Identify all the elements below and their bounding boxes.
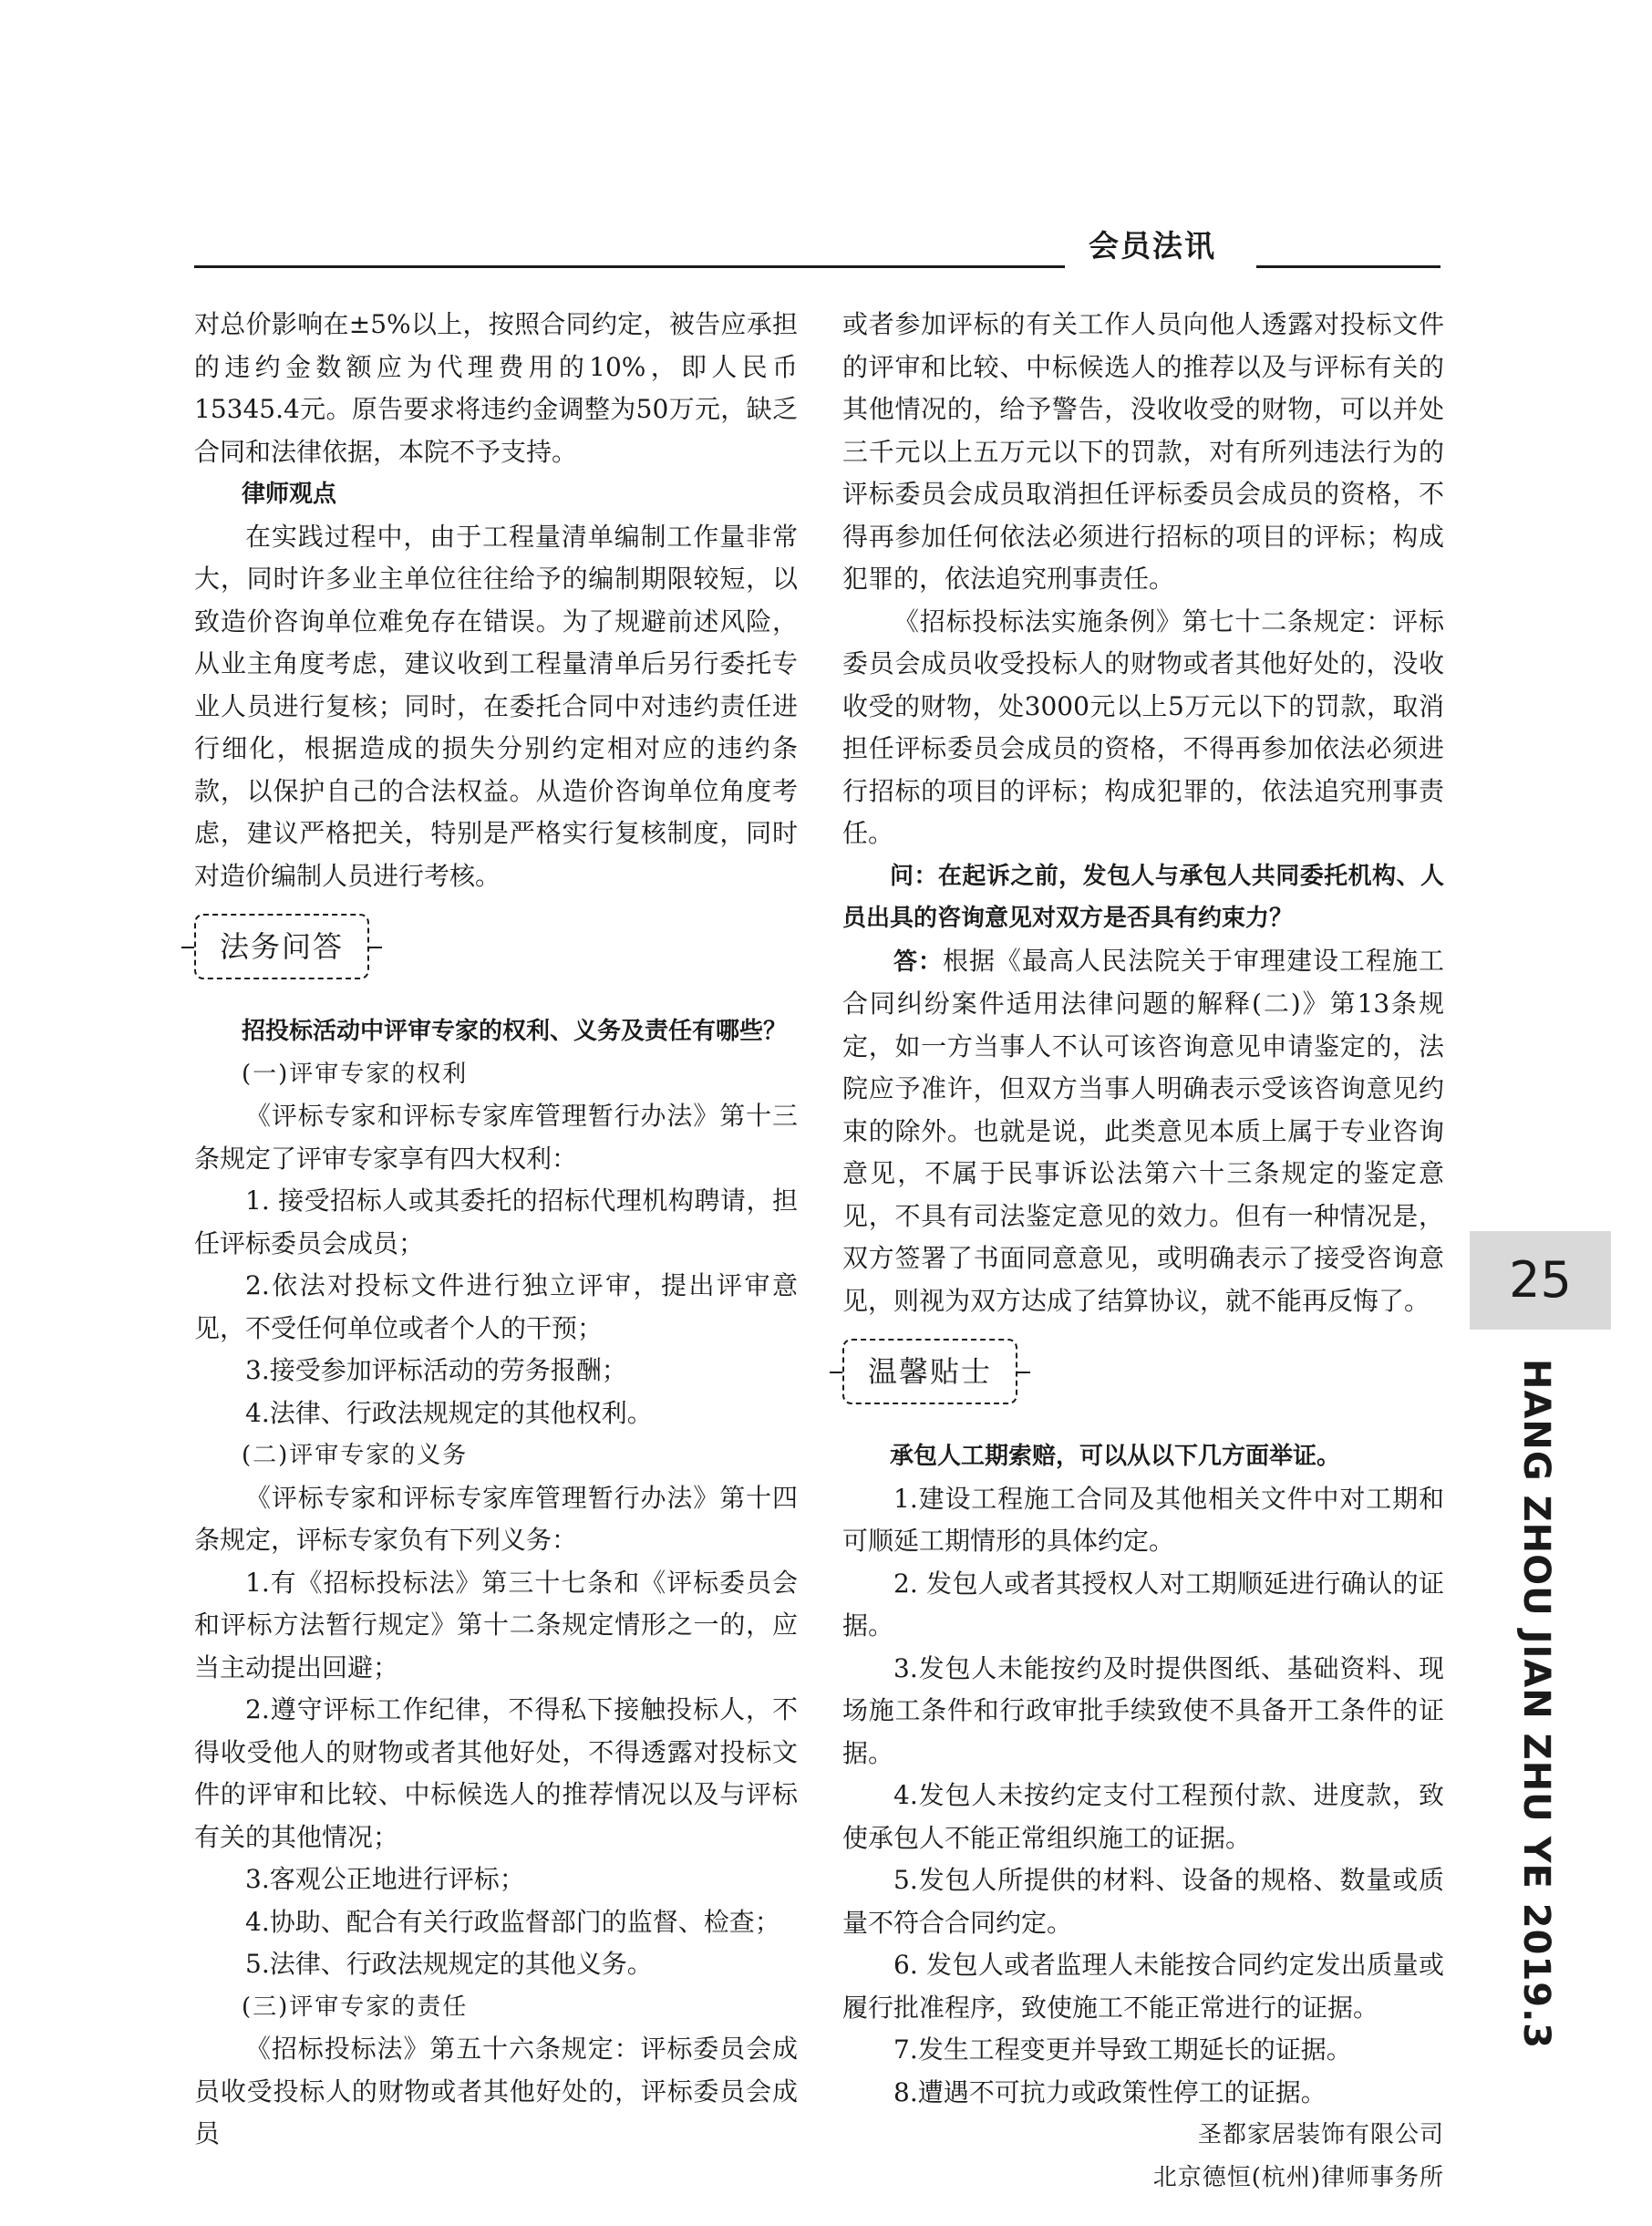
list-item: 3.客观公正地进行评标； <box>245 1864 525 1894</box>
list-item: 5.法律、行政法规规定的其他义务。 <box>245 1949 653 1979</box>
left-column <box>194 304 798 2156</box>
list-item: 2.依法对投标文件进行独立评审，提出评审意见，不受任何单位或者个人的干预； <box>194 1270 798 1343</box>
list-item: 2. 发包人或者其授权人对工期顺延进行确认的证据。 <box>842 1568 1444 1641</box>
list-item: 3.发包人未能按约及时提供图纸、基础资料、现场施工条件和行政审批手续致使不具备开工条件的证据。 <box>842 1652 1444 1768</box>
list-item: 4.法律、行政法规规定的其他权利。 <box>245 1397 653 1428</box>
subheading: (一)评审专家的权利 <box>242 1060 469 1088</box>
tip-heading: 承包人工期索赔，可以从以下几方面举证。 <box>890 1443 1341 1470</box>
list-item: 6. 发包人或者监理人未能按合同约定发出质量或履行批准程序，致使施工不能正常进行的证据。 <box>842 1950 1444 2023</box>
list-item: 3.接受参加评标活动的劳务报酬； <box>245 1355 627 1385</box>
header-rule-left <box>194 265 1065 268</box>
list-item: 1.建设工程施工合同及其他相关文件中对工期和可顺延工期情形的具体约定。 <box>842 1483 1444 1556</box>
section-header-title: 会员法讯 <box>1089 228 1216 264</box>
paragraph: 《评标专家和评标专家库管理暂行办法》第十三条规定了评审专家享有四大权利： <box>194 1101 798 1174</box>
list-item: 1.有《招标投标法》第三十七条和《评标委员会和评标方法暂行规定》第十二条规定情形之一的，应当主动提出回避； <box>194 1567 798 1682</box>
right-column <box>842 304 1444 2199</box>
subheading: (二)评审专家的义务 <box>242 1442 469 1469</box>
list-item: 5.发包人所提供的材料、设备的规格、数量或质量不符合合同约定。 <box>842 1865 1444 1938</box>
list-item: 4.协助、配合有关行政监督部门的监督、检查； <box>245 1906 780 1937</box>
section-box-warm-tips: 温馨贴士 <box>842 1339 1017 1404</box>
answer-text: 根据《最高人民法院关于审理建设工程施工合同纠纷案件适用法律问题的解释(二)》第13条规定，如一方当事人不认可该咨询意见申请鉴定的，法院应予准许，但双方当事人明确表示受该咨询意见约束的除外。也就是说，此类意见本质上属于专业咨询意见，不属于民事诉讼法第六十三条规定的鉴定意见，不具有司法鉴定意见的效力。但有一种情况是，双方签署了书面同意意见，或明确表示了接受咨询意见，则视为双方达成了结算协议，就不能再反悔了。 <box>842 945 1444 1316</box>
list-item: 7.发生工程变更并导致工期延长的证据。 <box>893 2034 1352 2065</box>
subheading: (三)评审专家的责任 <box>242 1993 469 2021</box>
magazine-side-title: HANG ZHOU JIAN ZHU YE 2019.3 <box>1515 1359 1557 2050</box>
list-item: 1. 接受招标人或其委托的招标代理机构聘请，担任评标委员会成员； <box>194 1185 798 1258</box>
signature-law-firm: 北京德恒(杭州)律师事务所 <box>1152 2163 1444 2191</box>
lawyer-opinion-heading: 律师观点 <box>242 481 337 508</box>
page-number: 25 <box>1470 1231 1611 1330</box>
list-item: 4.发包人未按约定支付工程预付款、进度款，致使承包人不能正常组织施工的证据。 <box>842 1780 1444 1853</box>
paragraph: 对总价影响在±5%以上，按照合同约定，被告应承担的违约金数额应为代理费用的10%，即人民币15345.4元。原告要求将违约金调整为50万元，缺乏合同和法律依据，本院不予支持。 <box>194 309 798 467</box>
question-heading: 问：在起诉之前，发包人与承包人共同委托机构、人员出具的咨询意见对双方是否具有约束力？ <box>842 862 1444 932</box>
question-heading: 招投标活动中评审专家的权利、义务及责任有哪些？ <box>242 1018 788 1045</box>
paragraph: 或者参加评标的有关工作人员向他人透露对投标文件的评审和比较、中标候选人的推荐以及与评标有关的其他情况的，给予警告，没收收受的财物，可以并处三千元以上五万元以下的罚款，对有所列违法行为的评标委员会成员取消担任评标委员会成员的资格，不得再参加任何依法必须进行招标的项目的评标；构成犯罪的，依法追究刑事责任。 <box>842 309 1444 594</box>
paragraph: 在实践过程中，由于工程量清单编制工作量非常大，同时许多业主单位往往给予的编制期限较短，以致造价咨询单位难免存在错误。为了规避前述风险，从业主角度考虑，建议收到工程量清单后另行委托专业人员进行复核；同时，在委托合同中对违约责任进行细化，根据造成的损失分别约定相对应的违约条款，以保护自己的合法权益。从造价咨询单位角度考虑，建议严格把关，特别是严格实行复核制度，同时对造价编制人员进行考核。 <box>194 521 798 891</box>
paragraph: 《招标投标法》第五十六条规定：评标委员会成员收受投标人的财物或者其他好处的，评标委员会成员 <box>194 2034 798 2148</box>
section-box-legal-qa: 法务问答 <box>194 914 369 979</box>
paragraph: 《招标投标法实施条例》第七十二条规定：评标委员会成员收受投标人的财物或者其他好处的，没收收受的财物，处3000元以上5万元以下的罚款，取消担任评标委员会成员的资格，不得再参加依法必须进行招标的项目的评标；构成犯罪的，依法追究刑事责任。 <box>842 606 1444 848</box>
list-item: 2.遵守评标工作纪律，不得私下接触投标人，不得收受他人的财物或者其他好处，不得透露对投标文件的评审和比较、中标候选人的推荐情况以及与评标有关的其他情况； <box>194 1694 798 1852</box>
answer-label: 答： <box>893 947 943 976</box>
header-rule-right <box>1256 265 1440 268</box>
answer-paragraph <box>842 940 1444 1323</box>
list-item: 8.遭遇不可抗力或政策性停工的证据。 <box>893 2076 1327 2107</box>
signature-company: 圣都家居装饰有限公司 <box>1197 2121 1444 2148</box>
paragraph: 《评标专家和评标专家库管理暂行办法》第十四条规定，评标专家负有下列义务： <box>194 1482 798 1555</box>
